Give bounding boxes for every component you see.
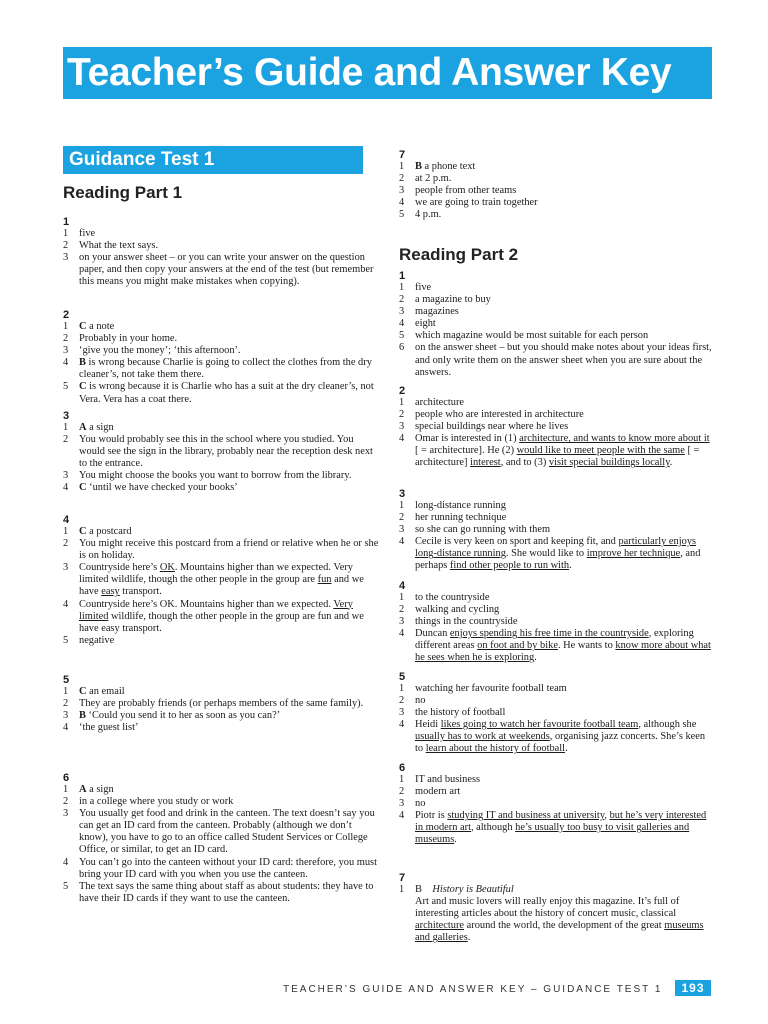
item-text: 4 p.m. <box>415 209 442 221</box>
answer-list <box>399 774 713 847</box>
answer-item <box>399 197 713 209</box>
answer-item <box>399 421 713 433</box>
item-number: 4 <box>399 433 405 445</box>
item-text: You might choose the books you want to borrow from the library. <box>79 470 352 482</box>
item-number: 2 <box>399 173 405 185</box>
answer-list <box>63 784 381 905</box>
item-number: 1 <box>399 592 405 603</box>
item-text: Duncan enjoys spending his free time in the countryside, exploring different areas on foot and by bike. He wants to know more about what he sees when he is exploring. <box>415 628 711 664</box>
item-number: 1 <box>399 683 405 694</box>
item-number: 4 <box>63 598 69 610</box>
answer-item <box>399 185 713 197</box>
item-text: in a college where you study or work <box>79 796 234 808</box>
answer-item <box>63 526 381 538</box>
answer-item <box>63 482 381 494</box>
answer-item <box>63 345 381 357</box>
item-number: 5 <box>63 880 69 892</box>
item-text: special buildings near where he lives <box>415 421 569 433</box>
answer-item <box>63 228 381 240</box>
answer-item <box>63 698 381 710</box>
answer-list <box>63 321 381 406</box>
answer-list <box>63 422 381 495</box>
footer-text: TEACHER’S GUIDE AND ANSWER KEY – GUIDANCE TEST 1 <box>283 984 663 995</box>
item-text: They are probably friends (or perhaps members of the same family). <box>79 698 364 710</box>
item-text: What the text says. <box>79 240 159 252</box>
item-text: B ‘Could you send it to her as soon as you can?’ <box>79 710 281 722</box>
question-number: 7 <box>399 149 406 161</box>
item-number: 6 <box>399 342 405 354</box>
answer-list <box>399 161 713 221</box>
answer-item <box>399 512 713 524</box>
item-number: 1 <box>63 422 69 433</box>
answer-item <box>399 433 713 469</box>
answer-item <box>63 710 381 722</box>
item-text: long-distance running <box>415 500 506 511</box>
item-number: 1 <box>399 282 405 293</box>
answer-list <box>399 500 713 573</box>
item-text: ‘give you the money’; ‘this afternoon’. <box>79 345 241 357</box>
answer-item <box>399 409 713 421</box>
answer-item <box>63 722 381 734</box>
item-number: 2 <box>399 695 405 707</box>
answer-item <box>63 635 381 647</box>
question-number: 4 <box>63 514 70 526</box>
item-number: 3 <box>63 470 69 482</box>
item-text: Probably in your home. <box>79 333 178 345</box>
item-number: 3 <box>63 808 69 820</box>
item-text: C an email <box>79 686 125 697</box>
item-text: architecture <box>415 397 465 408</box>
item-number: 2 <box>399 604 405 616</box>
question-number: 2 <box>63 309 70 321</box>
answer-list <box>399 683 713 756</box>
answer-item <box>63 808 381 856</box>
item-number: 2 <box>399 409 405 421</box>
answer-item <box>63 562 381 598</box>
answer-item <box>63 240 381 252</box>
answer-item <box>399 318 713 330</box>
answer-item <box>399 628 713 664</box>
item-text: her running technique <box>415 512 507 524</box>
item-number: 4 <box>399 197 405 209</box>
item-text: IT and business <box>415 774 481 785</box>
section-heading-part1: Reading Part 1 <box>63 183 183 202</box>
item-text: ‘the guest list’ <box>79 722 139 734</box>
item-text: You might receive this postcard from a friend or relative when he or she is on holiday. <box>79 538 379 562</box>
item-number: 5 <box>399 209 405 221</box>
item-number: 2 <box>63 538 69 550</box>
item-text: eight <box>415 318 436 330</box>
item-number: 3 <box>399 421 405 433</box>
section-heading-part2: Reading Part 2 <box>399 245 519 264</box>
answer-item <box>399 810 713 846</box>
item-text: five <box>79 228 96 239</box>
item-text: things in the countryside <box>415 616 518 628</box>
item-number: 4 <box>63 357 69 369</box>
answer-item <box>63 796 381 808</box>
item-number: 3 <box>63 345 69 357</box>
page-number: 193 <box>675 980 711 996</box>
item-number: 1 <box>63 784 69 795</box>
item-text: B is wrong because Charlie is going to collect the clothes from the dry cleaner’s, not take them there. <box>79 357 372 381</box>
item-text: no <box>415 695 426 707</box>
item-number: 1 <box>399 161 405 172</box>
answer-item <box>399 282 713 294</box>
question-number: 3 <box>399 488 406 500</box>
question-number: 1 <box>63 216 70 228</box>
answer-item <box>63 357 381 381</box>
item-number: 3 <box>63 562 69 574</box>
answer-item <box>399 173 713 185</box>
item-text: C ‘until we have checked your books’ <box>79 482 238 494</box>
item-number: 3 <box>63 252 69 264</box>
item-number: 2 <box>399 294 405 306</box>
answer-item <box>399 592 713 604</box>
answer-list <box>63 228 381 288</box>
item-number: 4 <box>399 536 405 548</box>
item-text: the history of football <box>415 707 506 719</box>
answer-item <box>63 857 381 881</box>
item-number: 4 <box>63 722 69 734</box>
item-text: modern art <box>415 786 461 798</box>
answer-item <box>399 683 713 695</box>
answer-item <box>63 381 381 405</box>
item-number: 3 <box>399 524 405 536</box>
item-text: a magazine to buy <box>415 294 491 306</box>
item-text: on your answer sheet – or you can write your answer on the question paper, and then copy your answers at the end of the test (but remember this means you might make mistakes when copying). <box>79 252 374 288</box>
item-text: You usually get food and drink in the canteen. The text doesn’t say you can get an ID card from the canteen. Probably (although we don’t know), you have to go to an office called Student Services or College Office, or similar, to get an ID card. <box>79 808 375 856</box>
item-number: 3 <box>399 306 405 318</box>
item-text: five <box>415 282 432 293</box>
item-text: on the answer sheet – but you should make notes about your ideas first, and only write them on the answer sheet when you are sure about the answers. <box>415 342 712 378</box>
item-text: C a postcard <box>79 526 132 537</box>
item-text: Omar is interested in (1) architecture, and wants to know more about it [ = architecture]. He (2) would like to meet people with the same [ = architecture] interest, and to (3) visit special buildings locally. <box>415 433 710 469</box>
item-text: Cecile is very keen on sport and keeping fit, and particularly enjoys long-distance running. She would like to improve her technique, and perhaps find other people to run with. <box>415 536 701 572</box>
item-number: 4 <box>63 856 69 868</box>
answer-list <box>399 592 713 665</box>
item-number: 1 <box>63 526 69 537</box>
answer-item <box>63 881 381 905</box>
answer-item <box>399 500 713 512</box>
item-text: so she can go running with them <box>415 524 551 536</box>
question-number: 7 <box>399 872 406 884</box>
answer-list <box>399 282 713 379</box>
item-text: magazines <box>415 306 459 318</box>
question-number: 1 <box>399 270 406 282</box>
item-number: 5 <box>63 634 69 646</box>
item-number: 2 <box>63 434 69 446</box>
answer-item <box>399 209 713 221</box>
test-title: Guidance Test 1 <box>69 149 215 170</box>
item-number: 3 <box>63 710 69 722</box>
answer-item <box>399 719 713 755</box>
item-text: The text says the same thing about staff as about students: they have to have their ID cards if they want to use the canteen. <box>79 880 374 904</box>
item-number: 4 <box>399 810 405 822</box>
item-number: 2 <box>399 786 405 798</box>
answer-item <box>399 707 713 719</box>
answer-item <box>399 884 713 944</box>
question-number: 6 <box>399 762 406 774</box>
item-text: at 2 p.m. <box>415 173 452 185</box>
question-number: 5 <box>63 674 70 686</box>
answer-item <box>63 333 381 345</box>
item-number: 3 <box>399 185 405 197</box>
item-text: no <box>415 798 426 810</box>
item-number: 2 <box>63 240 69 252</box>
answer-item <box>399 695 713 707</box>
answer-item <box>399 342 713 378</box>
item-number: 1 <box>399 774 405 785</box>
question-number: 2 <box>399 385 406 397</box>
item-text: You can’t go into the canteen without your ID card: therefore, you must bring your ID card with you when you use the canteen. <box>79 856 377 880</box>
item-text: people who are interested in architecture <box>415 409 584 421</box>
answer-item <box>399 330 713 342</box>
answer-item <box>399 536 713 572</box>
item-number: 3 <box>399 616 405 628</box>
item-number: 4 <box>399 628 405 640</box>
item-number: 4 <box>63 482 69 494</box>
answer-item <box>63 784 381 796</box>
item-text: negative <box>79 634 115 646</box>
question-number: 3 <box>63 410 70 422</box>
answer-list <box>399 397 713 470</box>
item-number: 1 <box>63 321 69 332</box>
answer-list <box>399 884 713 944</box>
item-text: B History is Beautiful Art and music lovers will really enjoy this magazine. It’s full of interesting articles about the history of concert music, classical architecture around the world, the development of the great museums and galleries. <box>415 884 704 944</box>
item-text: walking and cycling <box>415 604 500 616</box>
item-number: 1 <box>399 397 405 408</box>
answer-item <box>399 616 713 628</box>
item-number: 2 <box>63 698 69 710</box>
answer-item <box>63 321 381 333</box>
item-number: 1 <box>399 500 405 511</box>
answer-item <box>399 786 713 798</box>
answer-item <box>63 538 381 562</box>
answer-item <box>63 422 381 434</box>
item-number: 4 <box>399 719 405 731</box>
item-text: Piotr is studying IT and business at university, but he’s very interested in modern art, although he’s usually too busy to visit galleries and museums. <box>415 810 707 846</box>
test-banner <box>63 146 363 174</box>
item-number: 4 <box>399 318 405 330</box>
answer-item <box>63 470 381 482</box>
item-text: Countryside here’s OK. Mountains higher than we expected. Very limited wildlife, though the other people in the group are fun and we have easy transport. <box>79 598 364 634</box>
item-number: 1 <box>63 228 69 239</box>
answer-item <box>399 397 713 409</box>
item-number: 3 <box>399 707 405 719</box>
answer-item <box>399 524 713 536</box>
item-number: 5 <box>399 330 405 342</box>
answer-item <box>399 798 713 810</box>
item-number: 3 <box>399 798 405 810</box>
item-number: 2 <box>63 333 69 345</box>
item-text: Countryside here’s OK. Mountains higher than we expected. Very limited wildlife, though the other people in the group are fun and we have easy transport. <box>79 562 364 598</box>
question-number: 6 <box>63 772 70 784</box>
answer-list <box>63 526 381 647</box>
answer-item <box>63 686 381 698</box>
item-text: C a note <box>79 321 115 332</box>
question-number: 4 <box>399 580 406 592</box>
item-text: You would probably see this in the school where you studied. You would see the sign in the library, probably near the reception desk next to the entrance. <box>79 434 373 470</box>
question-number: 5 <box>399 671 406 683</box>
item-text: A a sign <box>79 784 114 795</box>
item-text: to the countryside <box>415 592 490 603</box>
answer-item <box>399 294 713 306</box>
answer-item <box>63 434 381 470</box>
answer-item <box>399 161 713 173</box>
answer-item <box>399 306 713 318</box>
answer-item <box>63 252 381 288</box>
page-title: Teacher’s Guide and Answer Key <box>67 51 672 94</box>
item-number: 1 <box>63 686 69 697</box>
item-text: B a phone text <box>415 161 476 172</box>
answer-list <box>63 686 381 734</box>
item-text: people from other teams <box>415 185 517 197</box>
answer-item <box>399 604 713 616</box>
item-number: 2 <box>399 512 405 524</box>
answer-item <box>63 599 381 635</box>
item-number: 1 <box>399 884 405 895</box>
item-number: 2 <box>63 796 69 808</box>
item-text: A a sign <box>79 422 114 433</box>
item-text: we are going to train together <box>415 197 538 209</box>
item-number: 5 <box>63 381 69 393</box>
title-banner <box>63 47 712 99</box>
item-text: watching her favourite football team <box>415 683 567 694</box>
item-text: C is wrong because it is Charlie who has a suit at the dry cleaner’s, not Vera. Vera has a coat there. <box>79 381 374 405</box>
answer-item <box>399 774 713 786</box>
item-text: Heidi likes going to watch her favourite football team, although she usually has to work at weekends, organising jazz concerts. She’s keen to learn about the history of football. <box>415 719 706 755</box>
item-text: which magazine would be most suitable for each person <box>415 330 649 342</box>
